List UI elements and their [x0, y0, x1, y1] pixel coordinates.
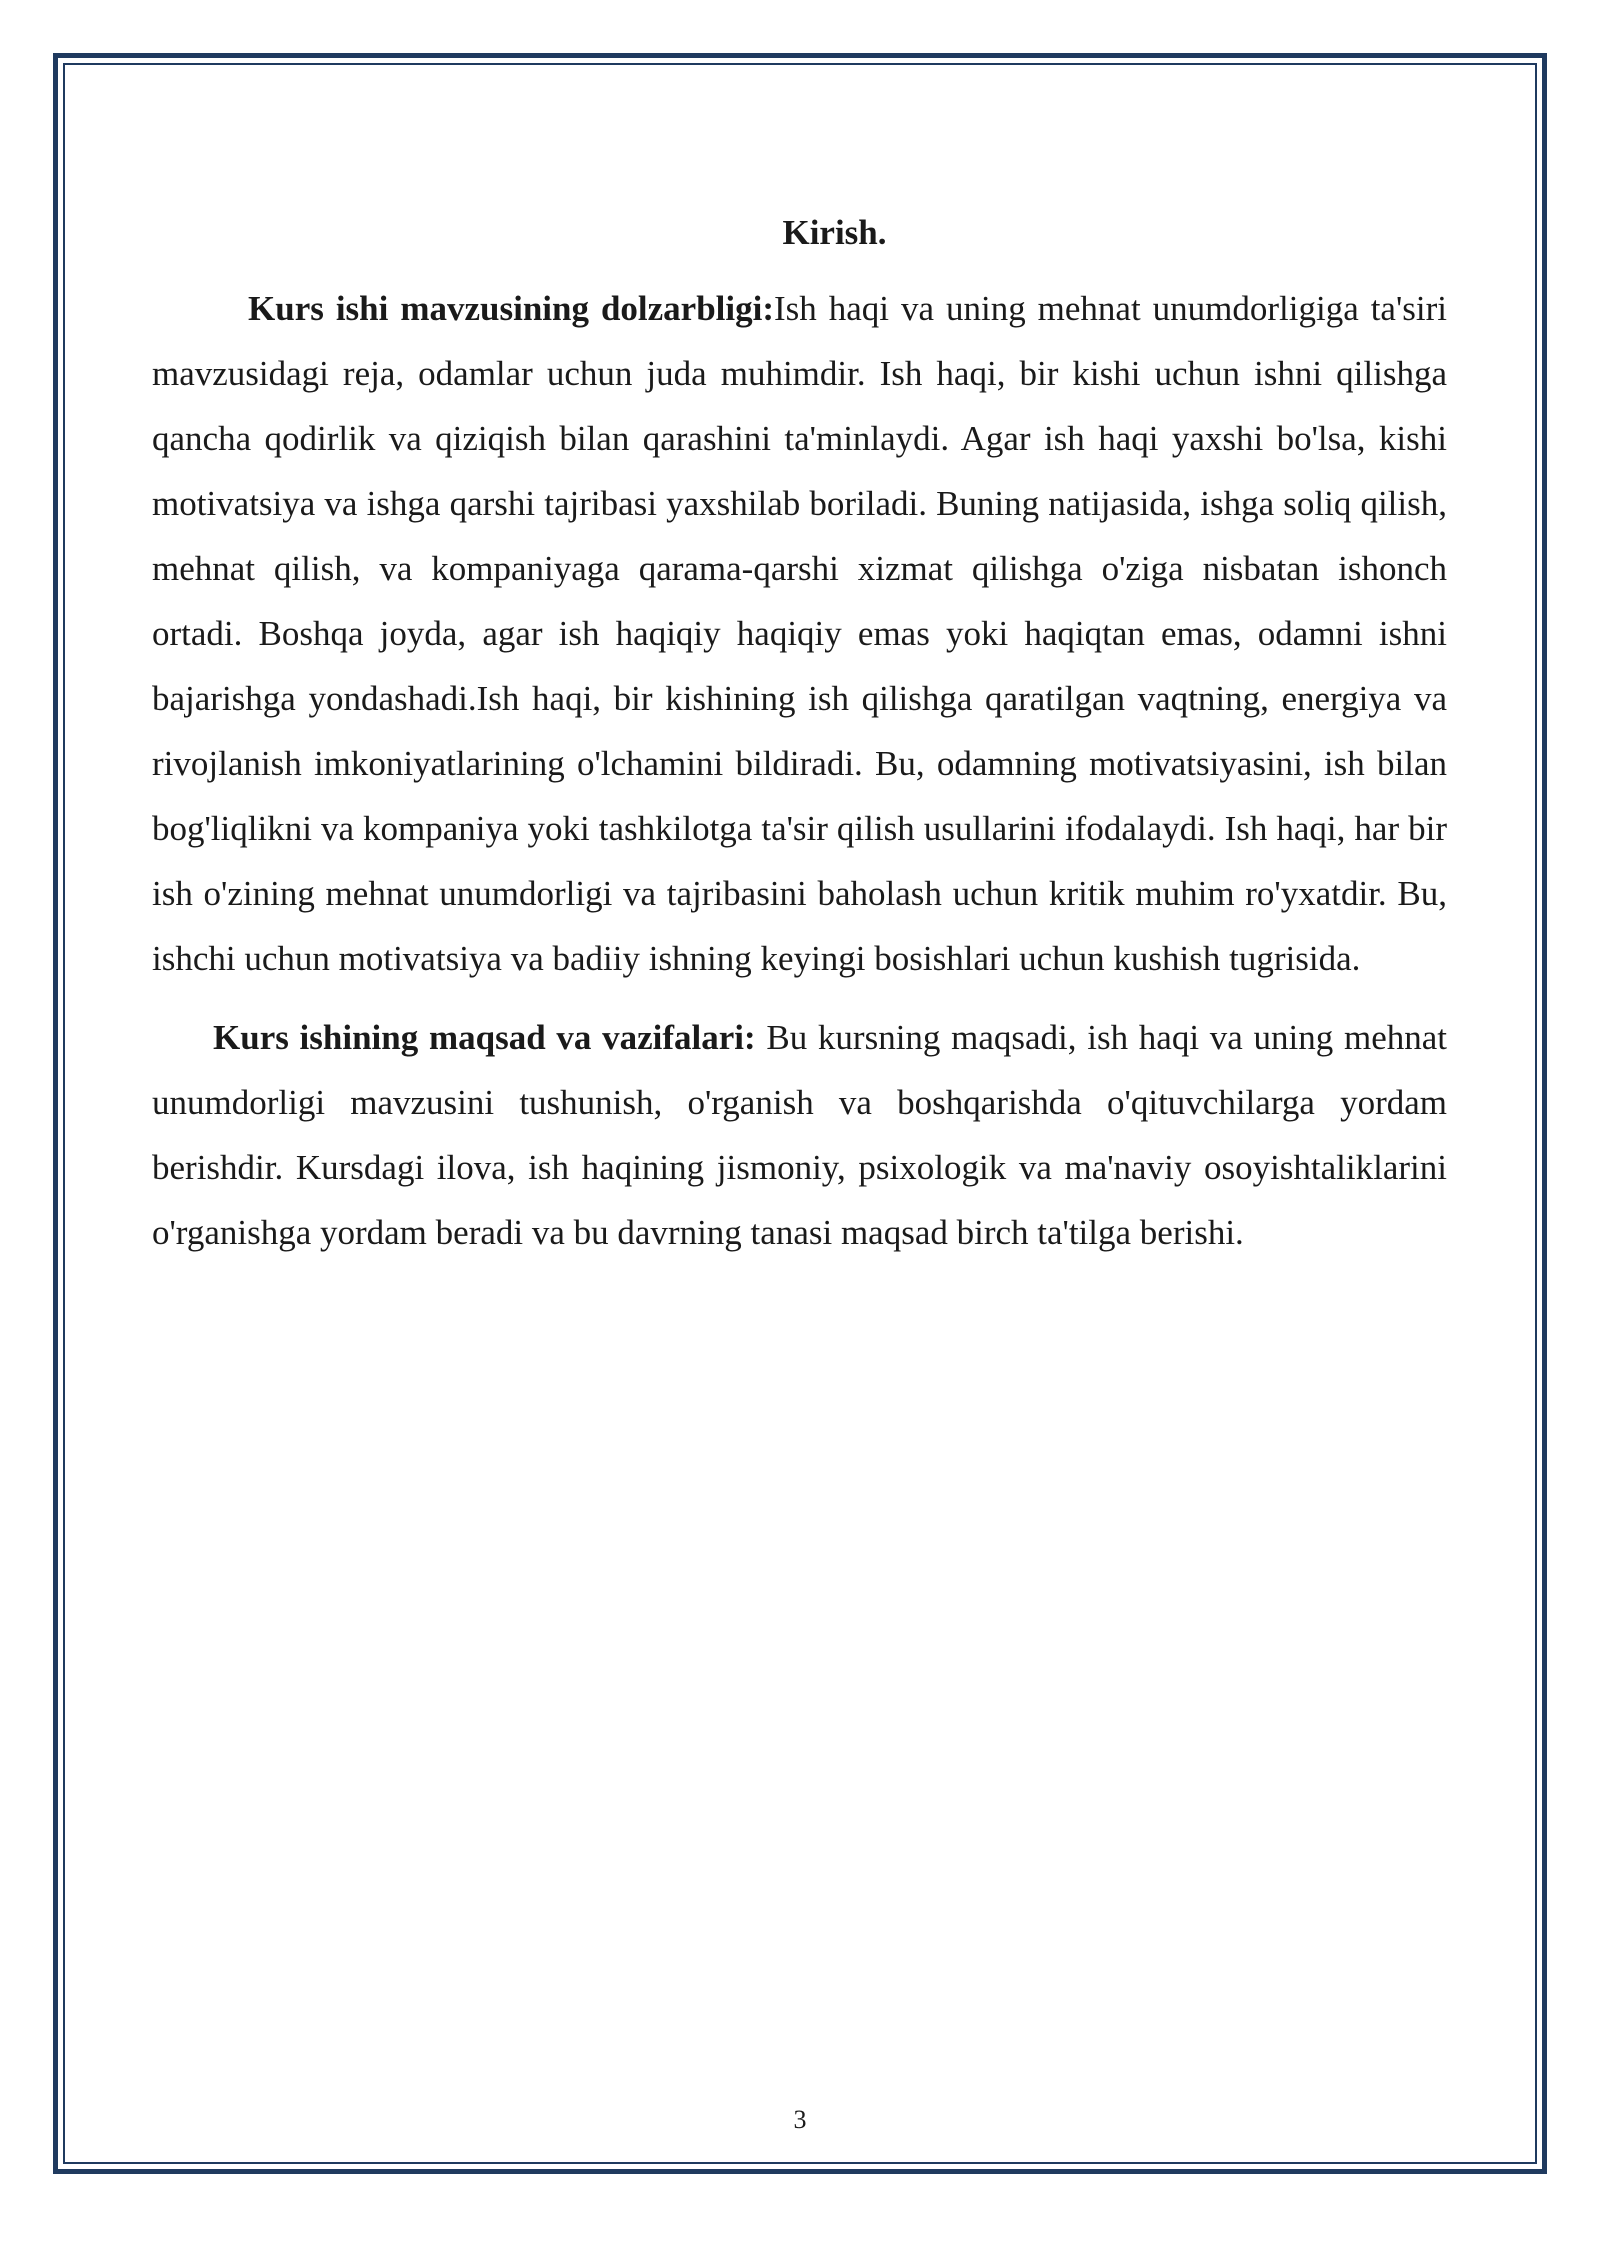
section-title: Kirish. [782, 213, 887, 252]
paragraph-text: Bu kursning maqsadi, ish haqi va uning mehnat unumdorligi mavzusini tushunish, o'rganish va boshqarishda o'qituvchilarga yordam berishdir. Kursdagi ilova, ish haqining jismoniy, psixologik va ma'naviy osoyishtaliklarini o'rganishga yordam beradi va bu davrning tanasi maqsad birch ta'tilga berishi. [152, 1018, 1447, 1252]
document-body [152, 200, 1447, 1279]
paragraph-heading: Kurs ishining maqsad va vazifalari: [213, 1018, 756, 1057]
paragraph-heading: Kurs ishi mavzusining dolzarbligi: [248, 289, 774, 328]
paragraph-goals [152, 1005, 1447, 1265]
paragraph-text: Ish haqi va uning mehnat unumdorligiga ta'siri mavzusidagi reja, odamlar uchun juda muhimdir. Ish haqi, bir kishi uchun ishni qilishga qancha qodirlik va qiziqish bilan qarashini ta'minlaydi. Agar ish haqi yaxshi bo'lsa, kishi motivatsiya va ishga qarshi tajribasi yaxshilab boriladi. Buning natijasida, ishga soliq qilish, mehnat qilish, va kompaniyaga qarama-qarshi xizmat qilishga o'ziga nisbatan ishonch ortadi. Boshqa joyda, agar ish haqiqiy haqiqiy emas yoki haqiqtan emas, odamni ishni bajarishga yondashadi.Ish haqi, bir kishining ish qilishga qaratilgan vaqtning, energiya va rivojlanish imkoniyatlarining o'lchamini bildiradi. Bu, odamning motivatsiyasini, ish bilan bog'liqlikni va kompaniya yoki tashkilotga ta'sir qilish usullarini ifodalaydi. Ish haqi, har bir ish o'zining mehnat unumdorligi va tajribasini baholash uchun kritik muhim ro'yxatdir. Bu, ishchi uchun motivatsiya va badiiy ishning keyingi bosishlari uchun kushish tugrisida. [152, 289, 1447, 978]
paragraph-relevance [152, 276, 1447, 991]
page-number: 3 [793, 2105, 807, 2134]
